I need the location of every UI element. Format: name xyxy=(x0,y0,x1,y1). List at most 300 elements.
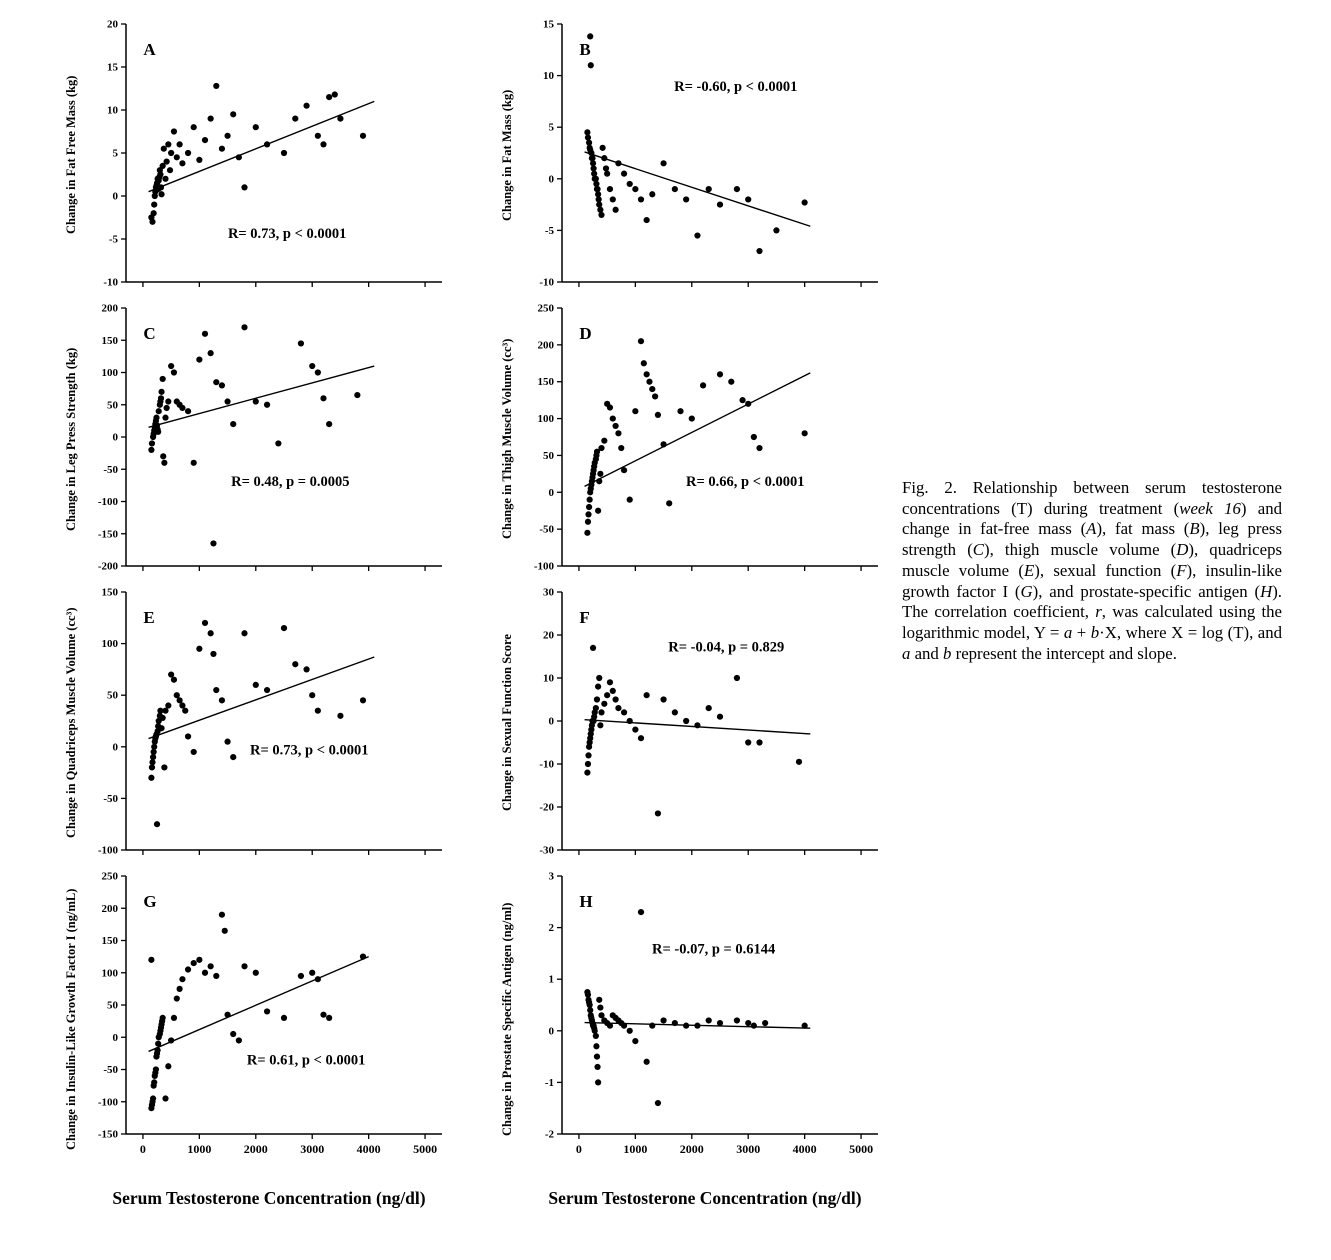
data-point xyxy=(309,692,315,698)
data-point xyxy=(598,709,604,715)
data-point xyxy=(593,1033,599,1039)
data-point xyxy=(734,675,740,681)
x-tick-label: 4000 xyxy=(356,1142,381,1156)
y-tick-label: 250 xyxy=(101,870,118,883)
y-tick-label: 5 xyxy=(548,121,554,134)
data-point xyxy=(683,718,689,724)
caption-italic-segment: E xyxy=(1024,560,1035,580)
data-point xyxy=(264,1008,270,1014)
panel-B-chart xyxy=(518,16,888,294)
data-point xyxy=(597,1004,603,1010)
data-point xyxy=(315,976,321,982)
y-tick-label: 0 xyxy=(548,1025,554,1038)
data-point xyxy=(802,199,808,205)
y-tick-label: -100 xyxy=(97,496,118,508)
y-tick-label: -30 xyxy=(539,844,554,857)
data-point xyxy=(164,159,170,165)
y-tick-label: 200 xyxy=(101,302,118,315)
data-point xyxy=(587,497,593,503)
data-point xyxy=(264,141,270,147)
caption-italic-segment: week 16 xyxy=(1179,498,1241,518)
data-point xyxy=(148,775,154,781)
data-point xyxy=(762,1020,768,1026)
data-point xyxy=(162,176,168,182)
data-point xyxy=(157,171,163,177)
data-point xyxy=(745,196,751,202)
panel-A-chart xyxy=(82,16,452,294)
data-point xyxy=(649,191,655,197)
data-point xyxy=(672,186,678,192)
caption-segment: ) and change in fat-free mass ( xyxy=(902,498,1283,539)
x-tick-label: 5000 xyxy=(413,1142,438,1156)
y-tick-label: 200 xyxy=(101,902,118,915)
y-tick-label: -5 xyxy=(544,224,554,237)
data-point xyxy=(610,196,616,202)
y-tick-label: -150 xyxy=(97,528,118,541)
x-tick-label: 3000 xyxy=(736,1142,761,1156)
data-point xyxy=(586,504,592,510)
panel-A xyxy=(60,16,452,294)
x-axis-title-right: Serum Testosterone Concentration (ng/dl) xyxy=(548,1188,862,1208)
y-tick-label: 100 xyxy=(101,367,118,379)
y-tick-label: 15 xyxy=(107,61,118,74)
data-point xyxy=(208,630,214,636)
data-point xyxy=(165,398,171,404)
data-point xyxy=(185,966,191,972)
caption-italic-segment: F xyxy=(1176,560,1187,580)
data-point xyxy=(150,1095,156,1101)
data-point xyxy=(584,770,590,776)
caption-segment: ), sexual function ( xyxy=(1034,560,1177,580)
panel-E xyxy=(60,584,452,862)
data-point xyxy=(219,146,225,152)
data-point xyxy=(745,401,751,407)
caption-italic-segment: G xyxy=(1020,581,1033,601)
data-point xyxy=(156,408,162,414)
data-point xyxy=(621,1023,627,1029)
panel-C xyxy=(60,300,452,578)
data-point xyxy=(672,709,678,715)
data-point xyxy=(213,687,219,693)
data-point xyxy=(160,715,166,721)
y-tick-label: 100 xyxy=(537,413,554,426)
data-point xyxy=(167,167,173,173)
data-point xyxy=(593,1043,599,1049)
data-point xyxy=(700,382,706,388)
y-tick-label: 20 xyxy=(543,629,554,642)
plots-column-left xyxy=(60,16,452,1209)
y-axis-label-H: Change in Prostate Specific Antigen (ng/ml) xyxy=(500,902,514,1136)
data-point xyxy=(601,155,607,161)
data-point xyxy=(632,186,638,192)
data-point xyxy=(360,133,366,139)
data-point xyxy=(660,160,666,166)
data-point xyxy=(253,682,259,688)
data-point xyxy=(160,453,166,459)
data-point xyxy=(158,725,164,731)
data-point xyxy=(320,395,326,401)
data-point xyxy=(202,331,208,337)
data-point xyxy=(151,1079,157,1085)
data-point xyxy=(646,379,652,385)
data-point xyxy=(224,133,230,139)
y-tick-label: 150 xyxy=(101,935,118,947)
data-point xyxy=(641,360,647,366)
data-point xyxy=(191,460,197,466)
panel-G xyxy=(60,868,452,1170)
data-point xyxy=(607,1023,613,1029)
data-point xyxy=(230,111,236,117)
data-point xyxy=(632,1038,638,1044)
data-point xyxy=(585,761,591,767)
x-tick-label: 0 xyxy=(575,1142,582,1156)
data-point xyxy=(585,134,591,140)
data-point xyxy=(672,1020,678,1026)
panel-letter: D xyxy=(579,323,592,343)
data-point xyxy=(177,986,183,992)
data-point xyxy=(607,679,613,685)
x-axis-title-left: Serum Testosterone Concentration (ng/dl) xyxy=(112,1188,426,1208)
data-point xyxy=(796,759,802,765)
panel-H-chart xyxy=(518,868,888,1170)
data-point xyxy=(236,1037,242,1043)
panel-slot-e xyxy=(60,584,452,868)
data-point xyxy=(610,415,616,421)
panel-letter: E xyxy=(143,607,155,627)
data-point xyxy=(354,392,360,398)
data-point xyxy=(337,116,343,122)
y-axis-label-F: Change in Sexual Function Score xyxy=(500,634,514,812)
caption-segment: ), quadriceps muscle volume ( xyxy=(902,540,1282,580)
data-point xyxy=(171,677,177,683)
data-point xyxy=(660,441,666,447)
data-point xyxy=(802,430,808,436)
data-point xyxy=(208,963,214,969)
data-point xyxy=(683,1023,689,1029)
y-tick-label: 50 xyxy=(107,399,118,412)
panel-D xyxy=(496,300,888,578)
data-point xyxy=(596,675,602,681)
data-point xyxy=(154,821,160,827)
correlation-annotation: R= 0.66, p < 0.0001 xyxy=(686,474,805,491)
data-point xyxy=(202,137,208,143)
data-point xyxy=(196,357,202,363)
panel-slot-b xyxy=(496,16,888,300)
data-point xyxy=(332,91,338,97)
data-point xyxy=(717,371,723,377)
y-axis-label-A: Change in Fat Free Mass (kg) xyxy=(64,75,78,235)
data-point xyxy=(160,1015,166,1021)
data-point xyxy=(303,666,309,672)
y-tick-label: -10 xyxy=(539,758,554,771)
data-point xyxy=(627,1028,633,1034)
y-tick-label: 30 xyxy=(543,586,554,599)
data-point xyxy=(309,970,315,976)
y-tick-label: 50 xyxy=(543,449,554,462)
data-point xyxy=(179,405,185,411)
y-tick-label: 10 xyxy=(107,104,118,117)
correlation-annotation: R= 0.73, p < 0.0001 xyxy=(227,226,347,243)
data-point xyxy=(196,957,202,963)
y-tick-label: 150 xyxy=(537,376,554,389)
data-point xyxy=(734,1017,740,1023)
data-point xyxy=(644,692,650,698)
data-point xyxy=(601,438,607,444)
data-point xyxy=(281,1015,287,1021)
caption-italic-segment: H xyxy=(1260,581,1273,601)
caption-segment: and xyxy=(910,643,944,663)
data-point xyxy=(621,467,627,473)
data-point xyxy=(751,434,757,440)
data-point xyxy=(638,909,644,915)
panel-B xyxy=(496,16,888,294)
data-point xyxy=(644,217,650,223)
y-tick-label: 100 xyxy=(101,638,118,651)
data-point xyxy=(224,398,230,404)
panel-F xyxy=(496,584,888,862)
data-point xyxy=(174,154,180,160)
data-point xyxy=(298,340,304,346)
data-point xyxy=(253,124,259,130)
data-point xyxy=(149,440,155,446)
data-point xyxy=(303,103,309,109)
data-point xyxy=(292,116,298,122)
data-point xyxy=(153,415,159,421)
figure-caption xyxy=(902,478,1282,665)
y-tick-label: -10 xyxy=(539,276,554,289)
data-point xyxy=(756,248,762,254)
panel-slot-f xyxy=(496,584,888,868)
data-point xyxy=(241,630,247,636)
data-point xyxy=(219,912,225,918)
data-point xyxy=(168,150,174,156)
data-point xyxy=(660,1017,666,1023)
data-point xyxy=(615,705,621,711)
data-point xyxy=(613,423,619,429)
panel-E-chart xyxy=(82,584,452,862)
caption-italic-segment: A xyxy=(1086,519,1097,539)
y-axis-label-D: Change in Thigh Muscle Volume (cc³) xyxy=(500,338,514,540)
data-point xyxy=(627,497,633,503)
data-point xyxy=(177,141,183,147)
data-point xyxy=(148,957,154,963)
data-point xyxy=(627,181,633,187)
y-tick-label: 1 xyxy=(548,973,554,986)
y-tick-label: -50 xyxy=(103,463,118,476)
data-point xyxy=(165,141,171,147)
data-point xyxy=(219,382,225,388)
data-point xyxy=(706,1017,712,1023)
regression-line xyxy=(149,366,375,427)
y-tick-label: 150 xyxy=(101,334,118,347)
data-point xyxy=(210,540,216,546)
caption-italic-segment: D xyxy=(1176,540,1189,560)
data-point xyxy=(191,124,197,130)
data-point xyxy=(155,429,161,435)
panel-F-chart xyxy=(518,584,888,862)
data-point xyxy=(160,376,166,382)
data-point xyxy=(224,739,230,745)
caption-italic-segment: a xyxy=(1063,623,1073,643)
y-tick-label: 10 xyxy=(543,70,554,83)
data-point xyxy=(717,202,723,208)
data-point xyxy=(585,752,591,758)
data-point xyxy=(615,430,621,436)
data-point xyxy=(298,973,304,979)
data-point xyxy=(621,709,627,715)
data-point xyxy=(734,186,740,192)
data-point xyxy=(315,708,321,714)
data-point xyxy=(164,405,170,411)
y-tick-label: 100 xyxy=(101,967,118,980)
caption-segment: Fig. 2. Relationship between serum testosterone concentrations (T) during treatment ( xyxy=(902,478,1282,518)
data-point xyxy=(596,997,602,1003)
y-tick-label: -1 xyxy=(544,1076,554,1089)
data-point xyxy=(162,415,168,421)
y-tick-label: 150 xyxy=(101,586,118,599)
data-point xyxy=(168,1037,174,1043)
data-point xyxy=(230,421,236,427)
panel-C-chart xyxy=(82,300,452,578)
data-point xyxy=(264,687,270,693)
data-point xyxy=(149,219,155,225)
y-tick-label: 10 xyxy=(543,672,554,685)
data-point xyxy=(596,202,602,208)
caption-segment: ), insulin-like growth factor I ( xyxy=(902,560,1282,601)
data-point xyxy=(638,735,644,741)
data-point xyxy=(597,722,603,728)
y-tick-label: 5 xyxy=(112,147,118,160)
data-point xyxy=(185,408,191,414)
data-point xyxy=(649,1023,655,1029)
data-point xyxy=(584,530,590,536)
panel-slot-d xyxy=(496,300,888,584)
data-point xyxy=(153,1066,159,1072)
data-point xyxy=(171,128,177,134)
regression-line xyxy=(149,957,369,1052)
panel-slot-a xyxy=(60,16,452,300)
panel-slot-c xyxy=(60,300,452,584)
y-tick-label: -100 xyxy=(97,1096,118,1109)
correlation-annotation: R= 0.48, p = 0.0005 xyxy=(231,474,350,491)
panel-letter: A xyxy=(143,39,156,59)
plots-column-right xyxy=(496,16,888,1209)
y-axis-label-E: Change in Quadriceps Muscle Volume (cc³) xyxy=(64,607,78,839)
data-point xyxy=(315,133,321,139)
data-point xyxy=(196,157,202,163)
data-point xyxy=(802,1023,808,1029)
data-point xyxy=(666,500,672,506)
data-point xyxy=(739,397,745,403)
data-point xyxy=(326,94,332,100)
y-tick-label: 0 xyxy=(548,715,554,728)
data-point xyxy=(632,727,638,733)
data-point xyxy=(320,141,326,147)
panel-H xyxy=(496,868,888,1170)
data-point xyxy=(148,447,154,453)
y-tick-label: 200 xyxy=(537,339,554,352)
data-point xyxy=(585,511,591,517)
data-point xyxy=(649,386,655,392)
panel-letter: B xyxy=(579,39,591,59)
data-point xyxy=(230,754,236,760)
y-tick-label: 250 xyxy=(537,302,554,315)
x-tick-label: 2000 xyxy=(679,1142,704,1156)
caption-italic-segment: a xyxy=(902,643,911,663)
data-point xyxy=(253,970,259,976)
y-tick-label: -150 xyxy=(97,1128,118,1141)
data-point xyxy=(638,338,644,344)
x-tick-label: 5000 xyxy=(849,1142,874,1156)
correlation-annotation: R= -0.04, p = 0.829 xyxy=(668,639,785,656)
y-tick-label: -5 xyxy=(108,233,118,246)
data-point xyxy=(655,810,661,816)
data-point xyxy=(202,620,208,626)
panel-slot-g xyxy=(60,868,452,1176)
caption-italic-segment: r xyxy=(1095,602,1102,622)
data-point xyxy=(264,402,270,408)
y-tick-label: 15 xyxy=(543,18,554,31)
data-point xyxy=(773,227,779,233)
data-point xyxy=(158,191,164,197)
data-point xyxy=(644,371,650,377)
data-point xyxy=(588,62,594,68)
y-tick-label: -100 xyxy=(97,844,118,857)
data-point xyxy=(587,33,593,39)
data-point xyxy=(326,421,332,427)
data-point xyxy=(638,196,644,202)
regression-line xyxy=(585,373,811,487)
y-axis-label-G: Change in Insulin-Like Growth Factor I (ng/mL) xyxy=(64,888,78,1150)
x-tick-label: 1000 xyxy=(187,1142,212,1156)
caption-segment: + xyxy=(1072,623,1091,643)
data-point xyxy=(592,1028,598,1034)
correlation-annotation: R= -0.07, p = 0.6144 xyxy=(652,941,776,958)
data-point xyxy=(236,154,242,160)
caption-italic-segment: b xyxy=(943,643,952,663)
data-point xyxy=(179,976,185,982)
y-tick-label: 2 xyxy=(548,922,554,935)
data-point xyxy=(281,625,287,631)
data-point xyxy=(155,1041,161,1047)
data-point xyxy=(292,661,298,667)
data-point xyxy=(590,645,596,651)
y-tick-label: -2 xyxy=(544,1128,554,1141)
caption-segment: represent the intercept and slope. xyxy=(951,643,1177,663)
data-point xyxy=(683,196,689,202)
data-point xyxy=(613,207,619,213)
y-tick-label: 50 xyxy=(107,999,118,1012)
correlation-annotation: R= 0.61, p < 0.0001 xyxy=(246,1052,366,1069)
caption-italic-segment: C xyxy=(972,540,984,560)
y-tick-label: 0 xyxy=(112,1031,118,1044)
y-axis-label-C: Change in Leg Press Strength (kg) xyxy=(64,347,78,531)
data-point xyxy=(595,684,601,690)
data-point xyxy=(728,379,734,385)
data-point xyxy=(594,1054,600,1060)
data-point xyxy=(601,701,607,707)
data-point xyxy=(618,445,624,451)
regression-line xyxy=(149,657,375,739)
caption-segment: ). The correlation coefficient, xyxy=(902,581,1282,622)
y-tick-label: -100 xyxy=(533,560,554,573)
panel-letter: C xyxy=(143,323,156,343)
data-point xyxy=(655,1100,661,1106)
caption-segment: ), and prostate-specific antigen ( xyxy=(1032,581,1261,601)
data-point xyxy=(694,722,700,728)
data-point xyxy=(320,1012,326,1018)
data-point xyxy=(594,696,600,702)
